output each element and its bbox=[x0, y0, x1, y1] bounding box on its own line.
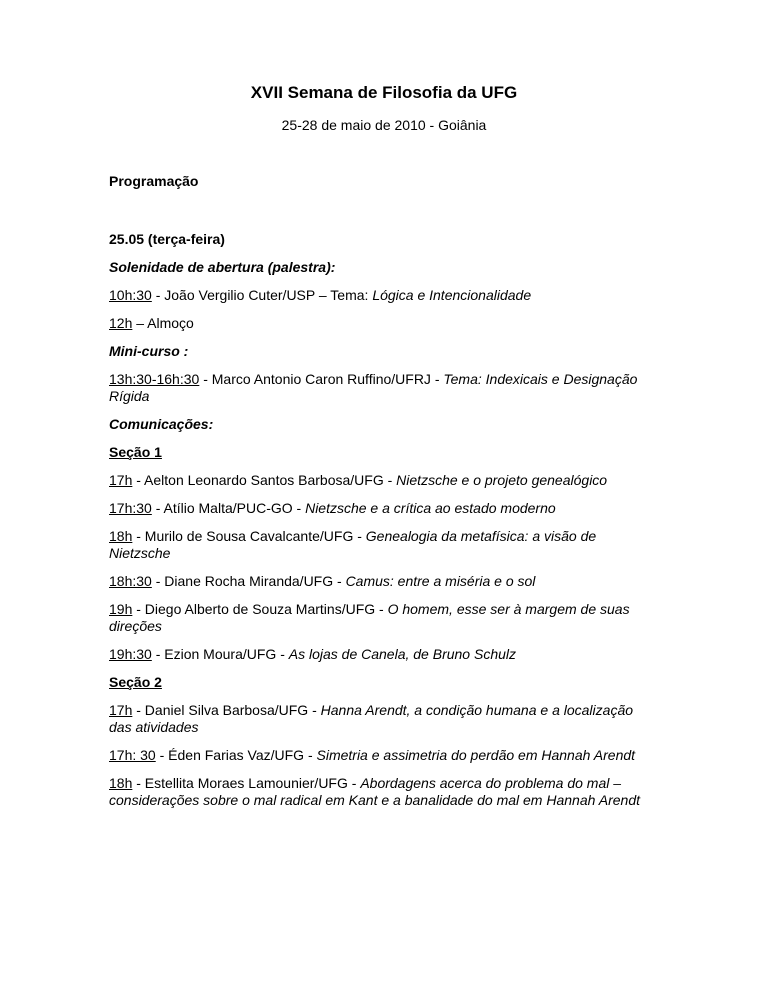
list-item bbox=[109, 500, 657, 517]
entry-topic: As lojas de Canela, de Bruno Schulz bbox=[288, 646, 516, 662]
day-heading: 25.05 (terça-feira) bbox=[109, 231, 225, 247]
entry-time: 18h bbox=[109, 528, 133, 544]
entry-topic: Lógica e Intencionalidade bbox=[372, 287, 532, 303]
entry-time: 18h bbox=[109, 775, 133, 791]
solenidade-heading: Solenidade de abertura (palestra): bbox=[109, 259, 336, 275]
entry-speaker: - Daniel Silva Barbosa/UFG - bbox=[132, 702, 321, 718]
list-item bbox=[109, 601, 657, 635]
list-item bbox=[109, 702, 657, 736]
entry-time: 17h:30 bbox=[109, 500, 152, 516]
entry-time: 13h:30-16h:30 bbox=[109, 371, 200, 387]
entry-speaker: - Atílio Malta/PUC-GO - bbox=[151, 500, 306, 516]
entry-topic: Nietzsche e o projeto genealógico bbox=[396, 472, 608, 488]
entry-speaker: - Murilo de Sousa Cavalcante/UFG - bbox=[132, 528, 366, 544]
entry-topic: Camus: entre a miséria e o sol bbox=[345, 573, 536, 589]
entry-speaker: - Marco Antonio Caron Ruffino/UFRJ - bbox=[199, 371, 444, 387]
entry-speaker: - João Vergilio Cuter/USP – Tema: bbox=[151, 287, 373, 303]
secao2-heading: Seção 2 bbox=[109, 674, 162, 690]
entry-time: 10h:30 bbox=[109, 287, 152, 303]
solenidade-entry bbox=[109, 287, 657, 304]
entry-time: 19h bbox=[109, 601, 133, 617]
document-title: XVII Semana de Filosofia da UFG bbox=[250, 83, 518, 102]
list-item bbox=[109, 775, 657, 809]
entry-topic: O homem, esse ser à margem de suas direções bbox=[109, 601, 630, 634]
program-content bbox=[109, 173, 657, 820]
minicurso-entry bbox=[109, 371, 657, 405]
entry-topic: Nietzsche e a crítica ao estado moderno bbox=[305, 500, 556, 516]
programacao-heading: Programação bbox=[109, 173, 199, 189]
entry-time: 18h:30 bbox=[109, 573, 152, 589]
entry-time: 19h:30 bbox=[109, 646, 152, 662]
entry-speaker: - Ezion Moura/UFG - bbox=[151, 646, 289, 662]
entry-topic: Genealogia da metafísica: a visão de Nietzsche bbox=[109, 528, 597, 561]
entry-speaker: - Diego Alberto de Souza Martins/UFG - bbox=[132, 601, 388, 617]
entry-time: 17h: 30 bbox=[109, 747, 156, 763]
entry-speaker: - Aelton Leonardo Santos Barbosa/UFG - bbox=[132, 472, 397, 488]
entry-speaker: - Estellita Moraes Lamounier/UFG - bbox=[132, 775, 361, 791]
secao1-heading: Seção 1 bbox=[109, 444, 162, 460]
entry-topic: Abordagens acerca do problema do mal – considerações sobre o mal radical em Kant e a banalidade do mal em Hannah Arendt bbox=[109, 775, 641, 808]
list-item bbox=[109, 646, 657, 663]
entry-time: 17h bbox=[109, 702, 133, 718]
list-item bbox=[109, 528, 657, 562]
entry-time: 17h bbox=[109, 472, 133, 488]
comunicacoes-heading: Comunicações: bbox=[109, 416, 214, 432]
minicurso-heading: Mini-curso : bbox=[109, 343, 189, 359]
entry-topic: Tema: Indexicais e Designação Rígida bbox=[109, 371, 638, 404]
entry-time: 12h bbox=[109, 315, 133, 331]
list-item bbox=[109, 472, 657, 489]
list-item bbox=[109, 747, 657, 764]
document-subtitle: 25-28 de maio de 2010 - Goiânia bbox=[281, 117, 487, 133]
entry-topic: Simetria e assimetria do perdão em Hannah Arendt bbox=[316, 747, 636, 763]
almoco-entry bbox=[109, 315, 657, 332]
list-item bbox=[109, 573, 657, 590]
entry-speaker: - Diane Rocha Miranda/UFG - bbox=[151, 573, 346, 589]
entry-topic: Hanna Arendt, a condição humana e a localização das atividades bbox=[109, 702, 634, 735]
entry-speaker: - Éden Farias Vaz/UFG - bbox=[155, 747, 317, 763]
entry-text: – Almoço bbox=[132, 315, 194, 331]
